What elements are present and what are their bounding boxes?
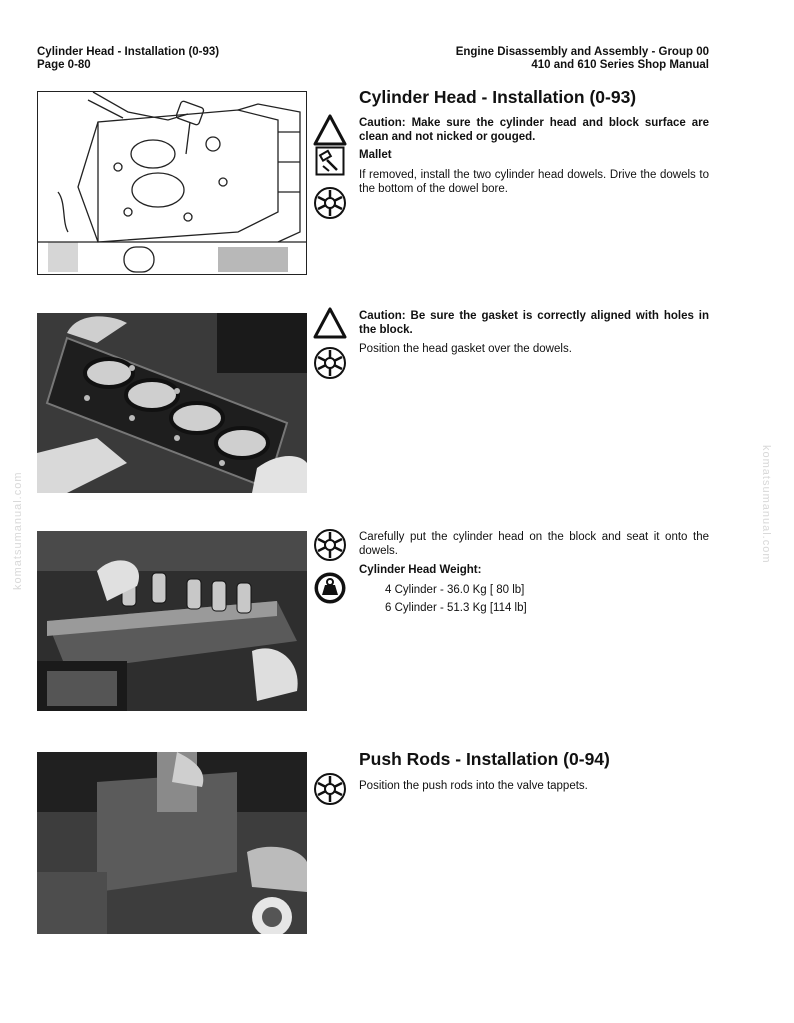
page-header-right [456,46,709,72]
dowel-install-step: If removed, install the two cylinder head dowels. Drive the dowels to the bottom of the dowel bore. [359,169,709,195]
header-manual-title: 410 and 610 Series Shop Manual [531,59,709,71]
tool-mallet-label: Mallet [359,149,392,161]
mallet-tool-icon [315,146,345,176]
procedure-wrench-icon [313,186,347,220]
procedure-wrench-icon [313,772,347,806]
weight-6-cylinder: 6 Cylinder - 51.3 Kg [114 lb] [385,602,527,614]
push-rods-step: Position the push rods into the valve tappets. [359,780,588,792]
header-section-title: Cylinder Head - Installation (0-93) [37,46,220,58]
procedure-wrench-icon [313,528,347,562]
header-group-title: Engine Disassembly and Assembly - Group 00 [455,46,709,58]
head-gasket-photo [37,313,307,493]
gasket-position-step: Position the head gasket over the dowels. [359,343,572,355]
caution-triangle-icon [313,306,347,340]
caution-gasket-alignment: Caution: Be sure the gasket is correctly aligned with holes in the block. [359,310,709,336]
seat-head-step: Carefully put the cylinder head on the block and seat it onto the dowels. [359,531,709,557]
push-rods-photo [37,752,307,934]
caution-triangle-icon [313,113,347,147]
watermark-left: komatsumanual.com [12,471,24,590]
procedure-wrench-icon [313,346,347,380]
caution-head-surface: Caution: Make sure the cylinder head and block surface are clean and not nicked or gouged. [359,117,709,143]
cylinder-head-installation-title: Cylinder Head - Installation (0-93) [359,87,637,107]
weight-icon [313,571,347,605]
dowel-install-illustration [37,91,307,275]
page-header-left [37,46,219,72]
watermark-right: komatsumanual.com [760,445,772,564]
cylinder-head-weight-label: Cylinder Head Weight: [359,564,482,576]
header-page-number: Page 0-80 [37,59,91,71]
cylinder-head-seat-photo [37,531,307,711]
weight-4-cylinder: 4 Cylinder - 36.0 Kg [ 80 lb] [385,584,525,596]
push-rods-installation-title: Push Rods - Installation (0-94) [359,749,610,769]
